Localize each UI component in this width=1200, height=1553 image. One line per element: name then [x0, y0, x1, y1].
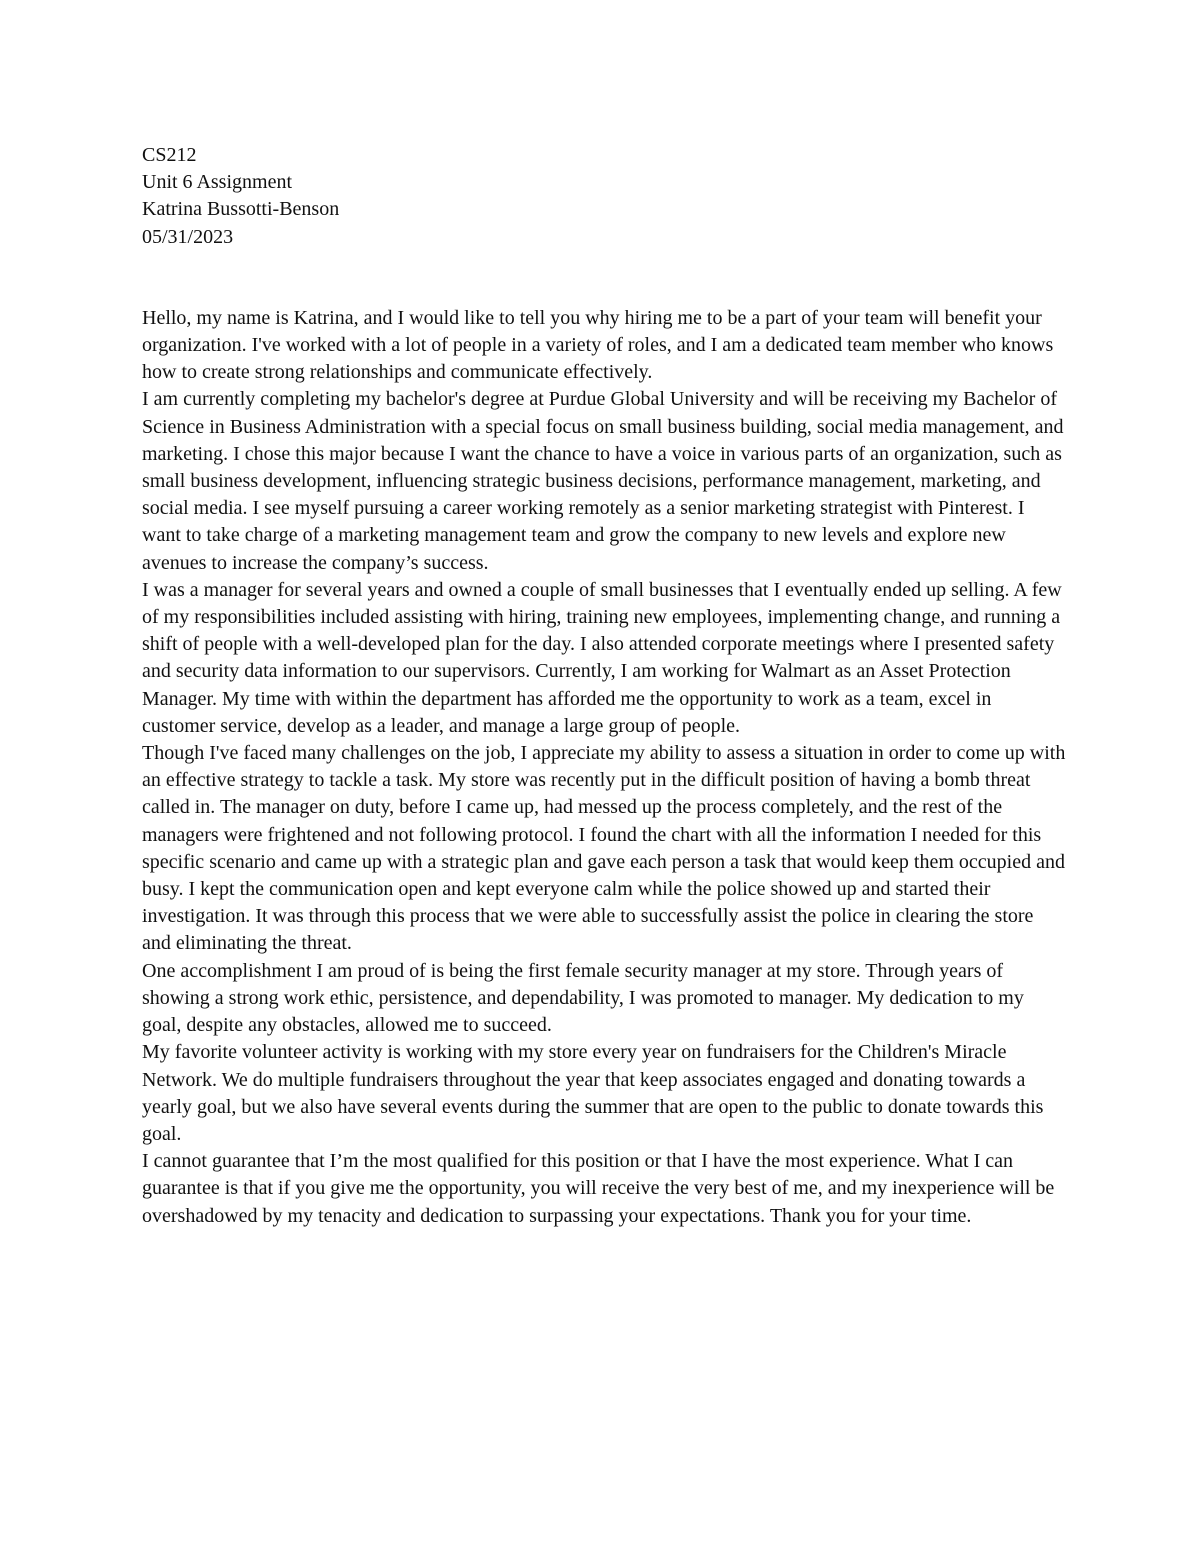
document-date: 05/31/2023: [142, 225, 234, 248]
header-spacer: [142, 251, 1067, 305]
paragraph-experience: I was a manager for several years and owned a couple of small businesses that I eventually ended up selling. A few of my responsibilities included assisting with hiring, training new employees, implementing change, and running a shift of people with a well-developed plan for the day. I also attended corporate meetings where I presented safety and security data information to our supervisors. Currently, I am working for Walmart as an Asset Protection Manager. My time with within the department has afforded me the opportunity to work as a team, excel in customer service, develop as a leader, and manage a large group of people.: [142, 578, 1062, 737]
paragraph-introduction: Hello, my name is Katrina, and I would like to tell you why hiring me to be a part of your team will benefit your organization. I've worked with a lot of people in a variety of roles, and I am a dedicated team member who knows how to create strong relationships and communicate effectively.: [142, 306, 1054, 384]
essay-body: [142, 305, 1067, 1230]
header-block: [142, 142, 1067, 251]
paragraph-accomplishment: One accomplishment I am proud of is being the first female security manager at my store. Through years of showing a strong work ethic, persistence, and dependability, I was promoted to manager. My dedication to my goal, despite any obstacles, allowed me to succeed.: [142, 959, 1024, 1037]
paragraph-education: I am currently completing my bachelor's degree at Purdue Global University and will be receiving my Bachelor of Science in Business Administration with a special focus on small business building, social media management, and marketing. I chose this major because I want the chance to have a voice in various parts of an organization, such as small business development, influencing strategic business decisions, performance management, marketing, and social media. I see myself pursuing a career working remotely as a senior marketing strategist with Pinterest. I want to take charge of a marketing management team and grow the company to new levels and explore new avenues to increase the company’s success.: [142, 388, 1064, 574]
author-name: Katrina Bussotti-Benson: [142, 198, 340, 221]
document-content: [142, 142, 1067, 1230]
paragraph-closing: I cannot guarantee that I’m the most qualified for this position or that I have the most experience. What I can guarantee is that if you give me the opportunity, you will receive the very best of me, and my inexperience will be overshadowed by my tenacity and dedication to surpassing your expectations. Thank you for your time.: [142, 1150, 1055, 1227]
course-code: CS212: [142, 144, 197, 166]
paragraph-challenge: Though I've faced many challenges on the job, I appreciate my ability to assess a situation in order to come up with an effective strategy to tackle a task. My store was recently put in the difficult position of having a bomb threat called in. The manager on duty, before I came up, had messed up the process completely, and the rest of the managers were frightened and not following protocol. I found the chart with all the information I needed for this specific scenario and came up with a strategic plan and gave each person a task that would keep them occupied and busy. I kept the communication open and kept everyone calm while the police showed up and started their investigation. It was through this process that we were able to successfully assist the police in clearing the store and eliminating the threat.: [142, 742, 1066, 955]
assignment-title: Unit 6 Assignment: [142, 171, 293, 194]
paragraph-volunteer: My favorite volunteer activity is working with my store every year on fundraisers for the Children's Miracle Network. We do multiple fundraisers throughout the year that keep associates engaged and donating towards a yearly goal, but we also have several events during the summer that are open to the public to donate towards this goal.: [142, 1041, 1044, 1145]
